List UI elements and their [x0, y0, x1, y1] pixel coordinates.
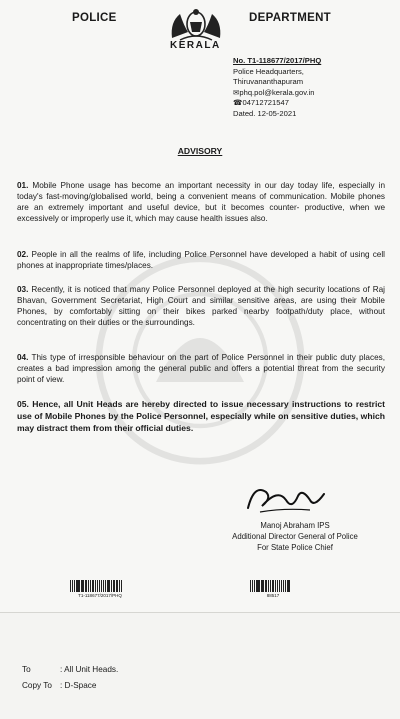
kerala-emblem-icon — [166, 2, 226, 44]
phone-icon: ☎ — [233, 98, 243, 108]
barcode-stripe — [270, 580, 271, 592]
reference-block — [233, 56, 321, 120]
barcode-stripe — [99, 580, 100, 592]
footer-copy-label: Copy To — [22, 681, 52, 690]
reference-city: Thiruvananthapuram — [233, 77, 304, 87]
barcode-stripe — [121, 580, 122, 592]
paragraph-text: Recently, it is noticed that many Police Personnel deployed at the high security locations of Raj Bhavan, Government Secretariat, High Court and similar sensitive areas, are using their Mobile Phones, by comfortably sitting on their bikes parked nearby footpath/duty place, without concentrating on their duties or the surroundings. — [17, 285, 385, 327]
barcode-stripe — [95, 580, 96, 592]
barcode-stripe — [77, 580, 79, 592]
barcode-stripe — [92, 580, 94, 592]
barcode-stripe — [287, 580, 288, 592]
barcode-stripe — [279, 580, 280, 592]
paragraph-number: 02. — [17, 250, 29, 259]
paragraph-01 — [17, 180, 385, 224]
paragraph-03 — [17, 284, 385, 328]
document-title: ADVISORY — [177, 146, 223, 156]
paragraph-04 — [17, 352, 385, 385]
paragraph-number: 04. — [17, 353, 29, 362]
barcode-label: 88517 — [266, 593, 280, 598]
header-police: POLICE — [72, 12, 117, 24]
barcode-stripe — [74, 580, 75, 592]
barcode-stripe — [76, 580, 77, 592]
footer-copy-value: : D-Space — [60, 681, 97, 690]
barcode-stripe — [111, 580, 112, 592]
barcode-stripe — [113, 580, 114, 592]
barcode-stripe — [107, 580, 108, 592]
barcode-stripe — [277, 580, 278, 592]
reference-email: phq.pol@kerala.gov.in — [239, 87, 315, 97]
reference-date: Dated. 12-05-2021 — [233, 108, 297, 118]
page-divider — [0, 612, 400, 613]
barcode-stripe — [116, 580, 117, 592]
paragraph-text: Mobile Phone usage has become an important necessity in our day today life, especially in today's fast-moving/globalised world, being a convenient means of communication. Mobile phones are an extremely important and useful device, but it becomes counter- productive, when we excessively or improperly use it, which may cause health issues also. — [17, 181, 385, 223]
barcode-stripe — [88, 580, 89, 592]
barcode-stripe — [82, 580, 83, 592]
reference-phone: 04712721547 — [242, 98, 289, 108]
barcode-stripe — [257, 580, 259, 592]
signatory-block — [205, 520, 385, 553]
barcode-stripe — [250, 580, 251, 592]
barcode-stripe — [108, 580, 110, 592]
paragraph-number: 03. — [17, 285, 29, 294]
signatory-designation: Additional Director General of Police — [232, 532, 358, 541]
barcode-stripe — [101, 580, 102, 592]
barcode-stripe — [265, 580, 266, 592]
signatory-name: Manoj Abraham IPS — [260, 521, 330, 530]
footer-to — [22, 665, 118, 674]
reference-phone-row — [233, 98, 321, 109]
barcode-stripe — [72, 580, 73, 592]
barcode-stripe — [266, 580, 267, 592]
barcode-stripe — [281, 580, 282, 592]
paragraph-05 — [17, 399, 385, 434]
barcode-bars — [250, 580, 296, 592]
paragraph-text: Hence, all Unit Heads are hereby directed to issue necessary instructions to restrict use of Mobile Phones by the Police Personnel, especially while on sensitive duties, which may distract them from their official duties. — [17, 399, 386, 433]
barcode-stripe — [103, 580, 104, 592]
barcode-stripe — [285, 580, 286, 592]
signatory-for: For State Police Chief — [257, 543, 333, 552]
barcode-left — [70, 580, 130, 596]
barcode-stripe — [268, 580, 269, 592]
barcode-stripe — [272, 580, 274, 592]
barcode-stripe — [117, 580, 118, 592]
barcode-stripe — [105, 580, 106, 592]
barcode-stripe — [86, 580, 87, 592]
barcode-stripe — [252, 580, 253, 592]
barcode-stripe — [283, 580, 284, 592]
barcode-stripe — [119, 580, 120, 592]
reference-number: No. T1-118677/2017/PHQ — [233, 56, 322, 65]
paragraph-text: This type of irresponsible behaviour on the part of Police Personnel in their public duty places, creates a bad impression among the general public and offers a potential threat from the security point of view. — [17, 353, 385, 384]
barcode-stripe — [256, 580, 257, 592]
barcode-stripe — [81, 580, 82, 592]
barcode-label: T1-118677/2017/PHQ — [78, 593, 122, 598]
barcode-stripe — [288, 580, 290, 592]
header-department: DEPARTMENT — [249, 12, 332, 24]
barcode-stripe — [97, 580, 98, 592]
reference-email-row — [233, 88, 321, 99]
barcode-right — [250, 580, 296, 596]
barcode-bars — [70, 580, 130, 592]
reference-office: Police Headquarters, — [233, 66, 304, 76]
barcode-stripe — [275, 580, 276, 592]
footer-to-value: : All Unit Heads. — [60, 665, 119, 674]
barcode-stripe — [90, 580, 91, 592]
header-state: KERALA — [170, 40, 221, 51]
paragraph-02 — [17, 249, 385, 271]
email-icon: ✉ — [233, 87, 240, 97]
signature-image — [240, 478, 330, 518]
paragraph-number: 05. — [17, 399, 29, 409]
paragraph-number: 01. — [17, 181, 29, 190]
footer-to-label: To — [22, 665, 31, 674]
barcode-stripe — [70, 580, 71, 592]
barcode-stripe — [262, 580, 263, 592]
paragraph-text: People in all the realms of life, including Police Personnel have developed a habit of using cell phones at inappropriate times/places. — [17, 250, 385, 270]
barcode-stripe — [254, 580, 255, 592]
barcode-stripe — [261, 580, 262, 592]
footer-copy — [22, 681, 96, 690]
barcode-stripe — [85, 580, 86, 592]
